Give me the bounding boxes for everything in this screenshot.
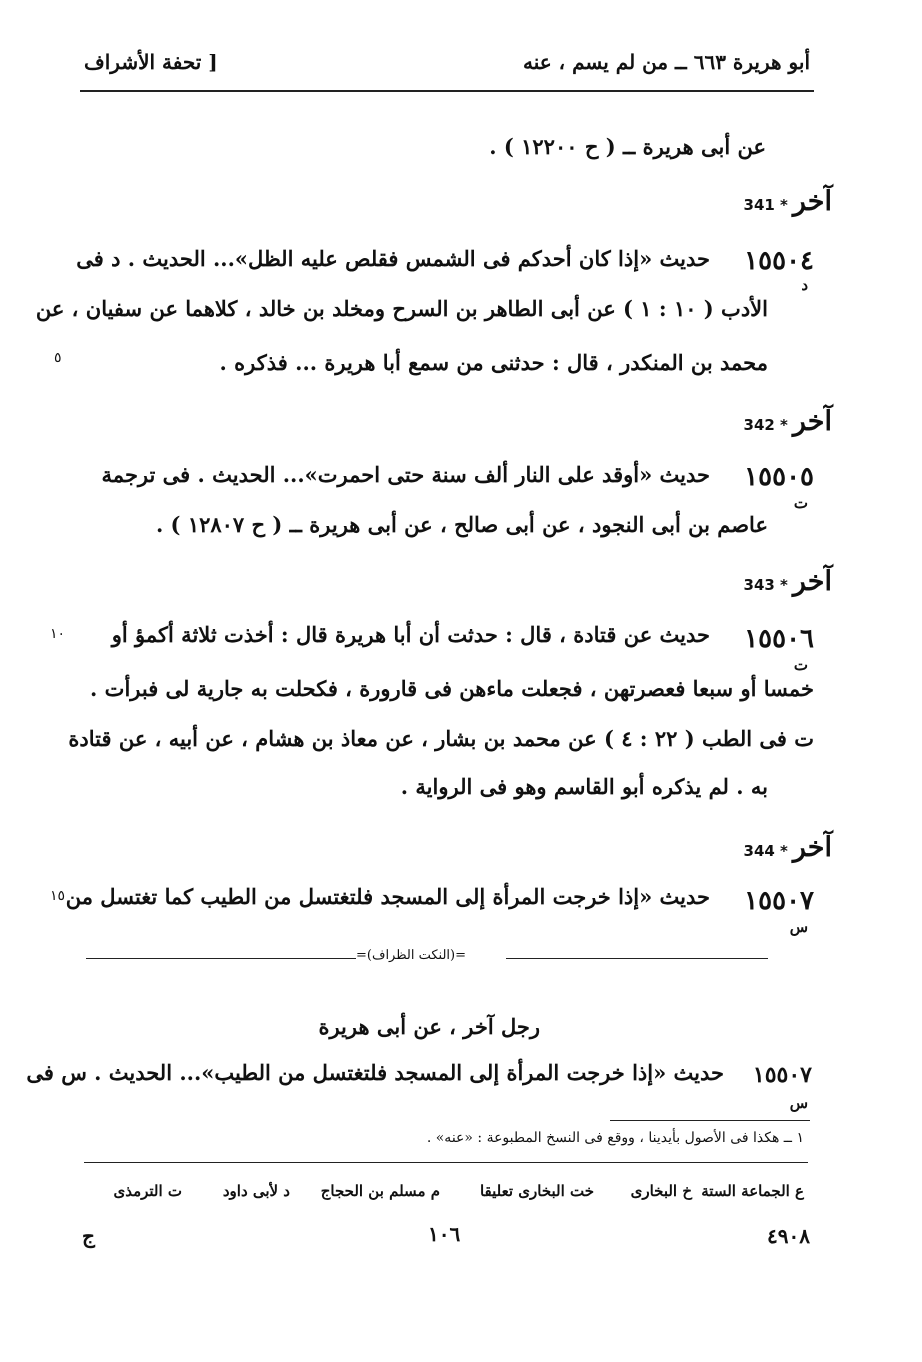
margin-line-number: ١٥ (50, 888, 66, 904)
entry-line: حديث «أوقد على النار ألف سنة حتى احمرت»... الحديث . فى ترجمة (101, 462, 710, 487)
running-header-right: أبو هريرة ٦٦٣ ــ من لم يسم ، عنه (523, 50, 810, 74)
legend-item: خ البخارى (630, 1182, 692, 1200)
entry-sigil: د (801, 276, 808, 294)
hadith-number: ١٥٥٠٥ (744, 462, 814, 492)
folio-left: ج (82, 1224, 95, 1248)
entry-line: خمسا أو سبعا فعصرتهن ، فجعلت ماءهن فى قارورة ، فكحلت به جارية لى فبرأت . (90, 676, 814, 701)
entry-line: محمد بن المنكدر ، قال : حدثنى من سمع أبا هريرة ... فذكره . (219, 350, 768, 375)
legend-item: ع الجماعة الستة (701, 1182, 804, 1200)
legend-item: ت الترمذى (113, 1182, 182, 1200)
footnote-rule (610, 1120, 810, 1121)
hadith-number: ١٥٥٠٧ (744, 886, 814, 916)
section-title: آخر (792, 832, 832, 863)
margin-line-number: ١٠ (50, 626, 66, 642)
section-number: 343 (743, 576, 775, 594)
section-heading (744, 186, 832, 217)
entry-line: حديث «إذا خرجت المرأة إلى المسجد فلتغتسل من الطيب كما تغتسل من (65, 884, 710, 909)
entry-line: به . لم يذكره أبو القاسم وهو فى الرواية . (400, 774, 768, 799)
hadith-number: ١٥٥٠٦ (744, 624, 814, 654)
nukat-line: حديث «إذا خرجت المرأة إلى المسجد فلتغتسل من الطيب»... الحديث . س فى (26, 1060, 724, 1085)
legend-item: خت البخارى تعليقا (479, 1182, 594, 1200)
entry-sigil: ت (793, 656, 808, 674)
section-number: 341 (743, 196, 775, 214)
section-star: * (779, 576, 788, 594)
hadith-number: ١٥٥٠٤ (744, 246, 814, 276)
entry-line: حديث «إذا كان أحدكم فى الشمس فقلص عليه الظل»... الحديث . د فى (76, 246, 710, 271)
divider-rule-left (86, 958, 356, 959)
footnote: ١ ــ هكذا فى الأصول بأيدينا ، ووقع فى النسخ المطبوعة : «عنه» . (426, 1130, 804, 1146)
section-number: 342 (743, 416, 775, 434)
header-rule (80, 90, 814, 92)
nukat-heading: رجل آخر ، عن أبى هريرة (318, 1014, 540, 1039)
section-title: آخر (792, 186, 832, 217)
section-star: * (779, 416, 788, 434)
entry-sigil: ت (793, 494, 808, 512)
running-header-left: [ تحفة الأشراف (84, 50, 218, 74)
section-heading (744, 832, 832, 863)
entry-line: عاصم بن أبى النجود ، عن أبى صالح ، عن أبى هريرة ــ ( ح ١٢٨٠٧ ) . (155, 512, 768, 537)
legend-item: م مسلم بن الحجاج (320, 1182, 440, 1200)
section-title: آخر (792, 406, 832, 437)
section-heading (744, 406, 832, 437)
margin-line-number: ٥ (54, 350, 62, 366)
legend-rule (84, 1162, 808, 1163)
divider-rule-right (506, 958, 768, 959)
folio-right: ٤٩٠٨ (767, 1224, 810, 1248)
nukat-sigil: س (789, 1094, 808, 1112)
entry-line: حديث عن قتادة ، قال : حدثت أن أبا هريرة قال : أخذت ثلاثة أكمؤ أو (111, 622, 710, 647)
divider-label: =(النكت الظراف)= (356, 948, 467, 963)
section-title: آخر (792, 566, 832, 597)
nukat-number: ١٥٥٠٧ (752, 1062, 812, 1088)
page-number: ١٠٦ (428, 1222, 461, 1246)
section-star: * (779, 196, 788, 214)
section-star: * (779, 842, 788, 860)
section-number: 344 (743, 842, 775, 860)
entry-sigil: س (789, 918, 808, 936)
section-heading (744, 566, 832, 597)
entry-line: الأدب ( ١٠ : ١ ) عن أبى الطاهر بن السرح ومخلد بن خالد ، كلاهما عن سفيان ، عن (35, 296, 768, 321)
intro-line: عن أبى هريرة ــ ( ح ١٢٢٠٠ ) . (489, 134, 766, 159)
entry-line: ت فى الطب ( ٢٢ : ٤ ) عن محمد بن بشار ، عن معاذ بن هشام ، عن أبيه ، عن قتادة (68, 726, 814, 751)
legend-item: د لأبى داود (222, 1182, 290, 1200)
